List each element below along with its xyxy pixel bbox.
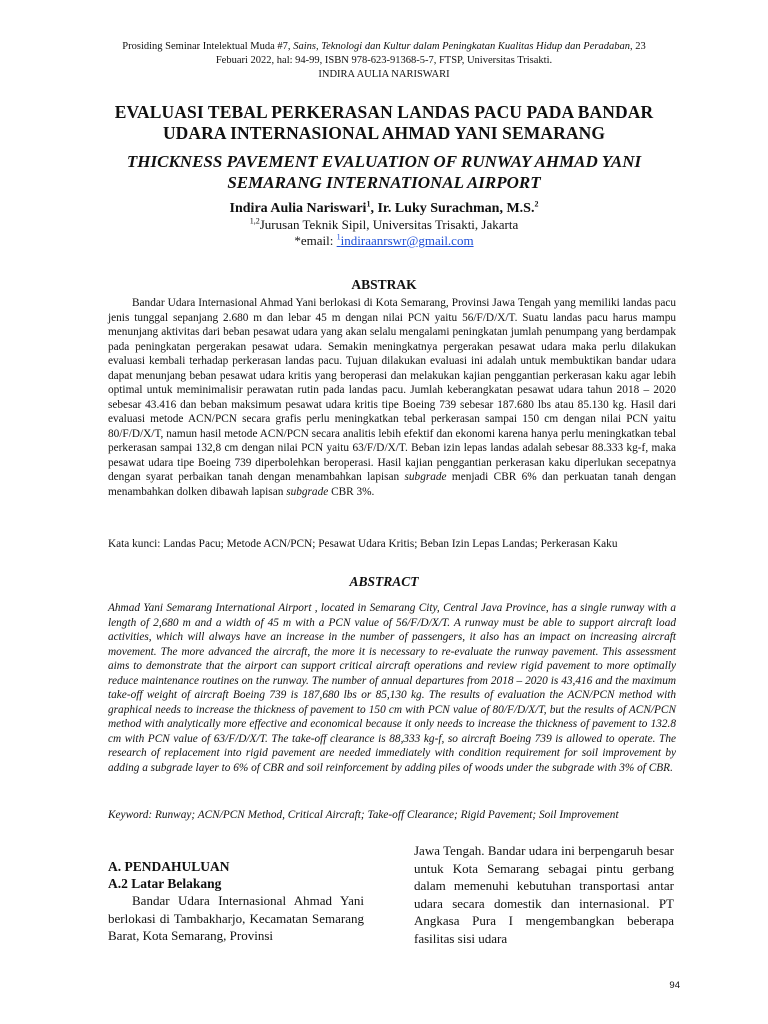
abstract-keywords: Keyword: Runway; ACN/PCN Method, Critical Aircraft; Take-off Clearance; Rigid Pavement; Soil Improvement <box>108 809 619 821</box>
proceedings-header <box>108 40 660 82</box>
email-address: indiraanrswr@gmail.com <box>340 233 474 248</box>
abstrak-text-2: menjadi CBR 6% dan perkuatan tanah dengan menambahkan dolken dibawah lapisan <box>108 471 676 498</box>
left-column-text: Bandar Udara Internasional Ahmad Yani berlokasi di Tambakharjo, Kecamatan Semarang Barat, Kota Semarang, Provinsi <box>108 893 364 943</box>
right-column-text: Jawa Tengah. Bandar udara ini berpengaruh besar untuk Kota Semarang sebagai pintu gerbang dalam memenuhi kebutuhan transportasi antar udara secara domestik dan internasional. PT Angkasa Pura I mengembangkan beberapa fasilitas sisi udara <box>414 843 674 946</box>
header-suffix: , 23 Febuari 2022, hal: 94-99, ISBN 978-623-91368-5-7, FTSP, Universitas Trisakti. <box>215 41 646 66</box>
subsection-heading: A.2 Latar Belakang <box>108 876 222 891</box>
abstract-heading: ABSTRACT <box>349 574 419 589</box>
left-column <box>108 858 364 945</box>
header-prefix: Prosiding Seminar Intelektual Muda #7, <box>122 41 294 52</box>
author-2: Ir. Luky Surachman, M.S. <box>377 201 535 216</box>
paper-title-indonesian: EVALUASI TEBAL PERKERASAN LANDAS PACU PADA BANDAR UDARA INTERNASIONAL AHMAD YANI SEMARANG <box>114 102 654 143</box>
author-1-sup: 1 <box>366 199 371 209</box>
affiliation <box>90 217 678 233</box>
email-link[interactable] <box>337 233 474 248</box>
paper-title-english: THICKNESS PAVEMENT EVALUATION OF RUNWAY AHMAD YANI SEMARANG INTERNATIONAL AIRPORT <box>126 152 642 192</box>
author-separator: , <box>370 201 378 216</box>
abstrak-text-1: Bandar Udara Internasional Ahmad Yani berlokasi di Kota Semarang, Provinsi Jawa Tengah yang memiliki landas pacu jenis tunggal sepanjang 2.680 m dan lebar 45 m dengan nilai PCN yaitu 56/F/D/X/T. Suatu landas pacu harus mampu menunjang aktivitas dari beban pesawat udara yang akan selalu mengalami peningkatan jumlah penumpang yang berdampak pada peningkatan pergerakan pesawat udara. Semakin meningkatnya pergerakan pesawat udara maka perlu dilakukan evaluasi kembali terhadap perkerasan landas pacu. Tujuan dilakukan evaluasi ini adalah untuk membuktikan bandar udara dapat menunjang beban pesawat udara kritis yang beroperasi dan melakukan kajian penggantian perkerasan kaku agar lebih optimal untuk meminimalisir perawatan rutin pada landas pacu. Jumlah keberangkatan pesawat udara tahun 2018 – 2020 sebesar 43.416 dan beban maksimum pesawat udara kritis tipe Boeing 739 sebesar 187.680 lbs atau 85.130 kg. Hasil dari evaluasi metode ACN/PCN secara grafis perlu meningkatkan tebal perkerasan sampai 150 cm dengan nilai PCN yaitu 80/F/D/X/T, namun hasil metode ACN/PCN secara analitis lebih efektif dan ekonomi karena hanya perlu meningkatkan tebal perkerasan sampai 132,8 cm dengan nilai PCN yaitu 63/F/D/X/T. Beban izin lepas landas adalah sebesar 88.333 kg-f, maka pesawat udara tipe Boeing 739 diperbolehkan beroperasi. Hasil kajian penggantian perkerasan kaku diperlukan secepatnya dengan syarat perbaikan tanah dengan menambahkan lapisan <box>108 297 676 483</box>
page-number: 94 <box>669 980 680 991</box>
abstrak-italic-2: subgrade <box>286 485 329 498</box>
header-author-name: INDIRA AULIA NARISWARI <box>318 69 450 80</box>
author-line <box>90 200 678 217</box>
email-line <box>90 233 678 249</box>
abstrak-heading: ABSTRAK <box>351 277 417 292</box>
author-1: Indira Aulia Nariswari <box>229 201 367 216</box>
abstract-body: Ahmad Yani Semarang International Airport , located in Semarang City, Central Java Province, has a single runway with a length of 2,680 m and a width of 45 m with a PCN value of 56/F/D/X/T. A runway must be able to support aircraft load activities, which will always have an increase in the number of passengers, it also has an impact on increasing aircraft movement. The more advanced the aircraft, the more it is necessary to re-evaluate the runway pavement. This assessment aims to demonstrate that the airport can support critical aircraft operations and review rigid pavement to more optimally reduce maintenance routines on the runway. The number of annual departures from 2018 – 2020 is 43,416 and the maximum take-off weight of aircraft Boeing 739 is 187,680 lbs or 85,130 kg. The results of evaluation the ACN/PCN method with graphical needs to increase the thickness of pavement to 150 cm with PCN value of 80/F/D/X/T, but the results of ACN/PCN method with analytically more effective and economical because it only needs to increase the thickness of pavement to 132.8 cm with PCN value of 63/F/D/X/T. The take-off clearance is 88,333 kg-f, so aircraft Boeing 739 is allowed to operate. The research of replacement into rigid pavement are needed immediately with condition requirement for soil improvement by adding a subgrade layer to 6% of CBR and soil reinforcement by adding piles of woods under the subgrade with 3% of CBR. <box>108 602 676 774</box>
header-theme: Sains, Teknologi dan Kultur dalam Peningkatan Kualitas Hidup dan Peradaban <box>293 41 630 52</box>
kata-kunci: Kata kunci: Landas Pacu; Metode ACN/PCN; Pesawat Udara Kritis; Beban Izin Lepas Landas; Perkerasan Kaku <box>108 538 618 550</box>
right-column <box>414 842 674 947</box>
email-sup: 1 <box>336 232 341 242</box>
affiliation-text: Jurusan Teknik Sipil, Universitas Trisakti, Jakarta <box>259 217 519 232</box>
abstrak-body <box>108 296 676 499</box>
abstrak-italic-1: subgrade <box>404 471 447 483</box>
affiliation-sup: 1,2 <box>249 216 260 226</box>
abstrak-text-3: CBR 3%. <box>328 485 375 498</box>
section-heading: A. PENDAHULUAN <box>108 859 230 874</box>
author-2-sup: 2 <box>534 199 539 209</box>
email-label: *email: <box>294 233 337 248</box>
